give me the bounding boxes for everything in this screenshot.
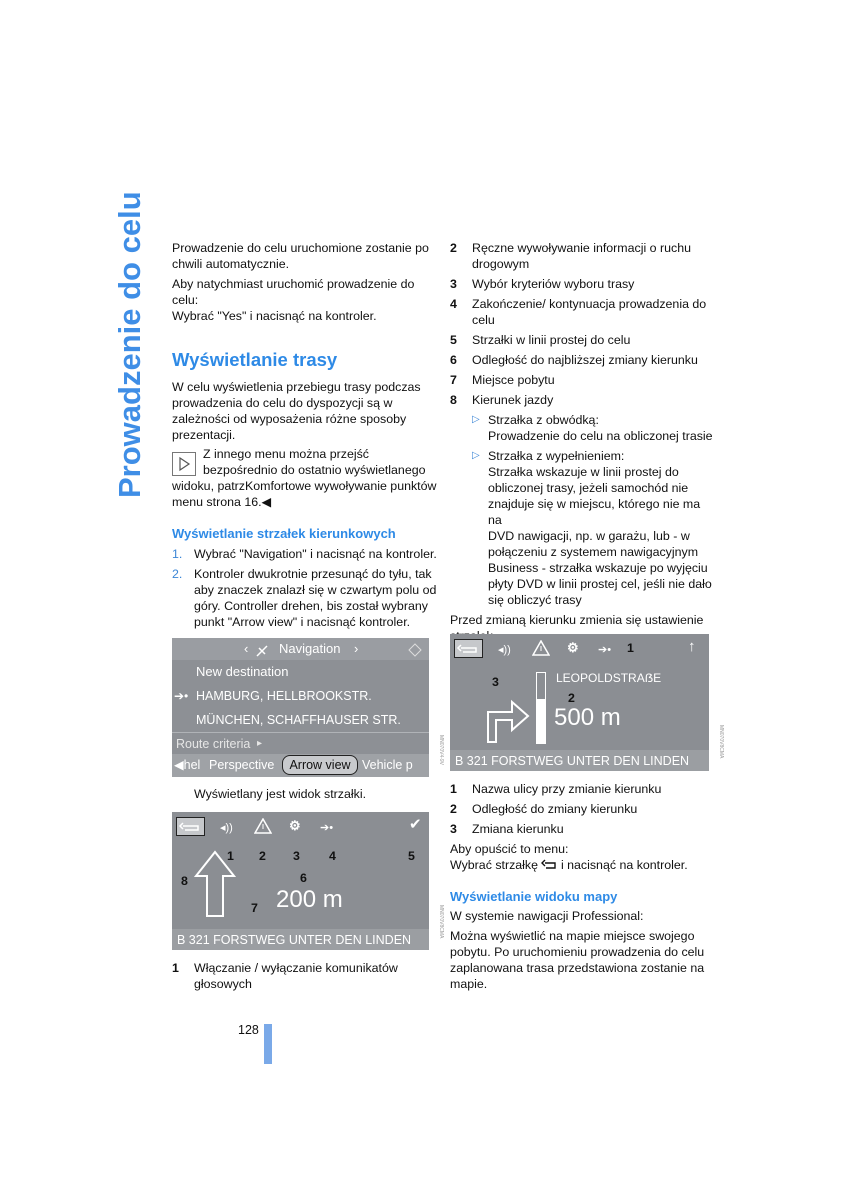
text-line: Miejsce pobytu — [472, 373, 555, 387]
callout-1: 1 — [627, 641, 634, 655]
steps-list — [172, 546, 442, 630]
voice-icon: ◂)) — [498, 644, 511, 656]
back-arrow-icon — [541, 858, 557, 869]
section-side-title-text: Prowadzenie do celu — [112, 191, 147, 498]
distance-bar-fill — [537, 699, 545, 743]
tab-bar — [172, 754, 429, 777]
list-item — [450, 781, 715, 797]
item-number: 2 — [450, 241, 457, 255]
screen-title: Navigation — [279, 641, 341, 656]
callout-5: 5 — [408, 849, 415, 863]
direction-arrow-icon — [194, 850, 236, 922]
street-name: B 321 FORSTWEG UNTER DEN LINDEN — [177, 933, 412, 947]
list-item — [450, 296, 715, 328]
settings-diamond-icon — [408, 642, 422, 664]
intro-paragraph-1 — [172, 240, 437, 272]
text-line: Strzałka z obwódką: — [488, 413, 599, 427]
bullet-triangle-icon: ▷ — [472, 414, 480, 425]
tab-arrow-view: Arrow view — [282, 755, 358, 775]
list-item — [172, 960, 442, 992]
turn-arrow-screenshot — [450, 634, 709, 771]
text-line: Przed zmianą kierunku zmienia się ustawienie — [450, 613, 704, 627]
bullet-triangle-icon: ▷ — [472, 450, 480, 461]
list-item — [172, 546, 442, 562]
turn-right-arrow-icon — [482, 690, 532, 748]
page-number: 128 — [238, 1023, 259, 1037]
text-line: płyty DVD w linii prostej cel, jeśli nie dało — [488, 577, 712, 591]
route-criteria-icon: ⚙ — [567, 640, 579, 655]
text-line: Kierunek jazdy — [472, 393, 554, 407]
display-paragraph — [172, 379, 437, 443]
callout-4: 4 — [329, 849, 336, 863]
route-criteria-icon: ⚙ — [289, 818, 301, 833]
list-item — [450, 392, 715, 408]
screenshot-caption: Wyświetlany jest widok strzałki. — [194, 787, 367, 801]
map-paragraph — [450, 928, 715, 992]
text-line: W celu wyświetlenia przebiegu trasy podczas — [172, 380, 421, 394]
callout-2: 2 — [259, 849, 266, 863]
text-line: Odległość do zmiany kierunku — [472, 802, 638, 816]
text-line: punkt "Arrow view" i nacisnąć kontroler. — [194, 615, 411, 629]
traffic-warning-icon — [254, 818, 272, 838]
page-marker-bar — [264, 1024, 272, 1064]
callout-1: 1 — [227, 849, 234, 863]
text-line: obliczonej trasy, jeżeli samochód nie — [488, 481, 689, 495]
text-line: Prowadzenie do celu na obliczonej trasie — [488, 429, 713, 443]
text-line: Aby natychmiast uruchomić prowadzenie do — [172, 277, 415, 291]
section-side-title — [112, 191, 148, 498]
text-line: prezentacji. — [172, 428, 236, 442]
image-code: MN070V8CMA — [718, 725, 724, 759]
screen-title-bar — [172, 638, 429, 660]
text-line: mapie. — [450, 977, 488, 991]
callout-3: 3 — [293, 849, 300, 863]
list-item — [450, 240, 715, 272]
left-legend-list — [172, 960, 442, 992]
text-line: Nazwa ulicy przy zmianie kierunku — [472, 782, 662, 796]
text-line: Zakończenie/ kontynuacja prowadzenia do — [472, 297, 707, 311]
text-line: Strzałki w linii prostej do celu — [472, 333, 631, 347]
callout-2: 2 — [568, 691, 575, 705]
chevron-left-icon: ‹ — [244, 641, 249, 656]
back-icon — [454, 639, 483, 658]
text-line: zaplanowana trasa przedstawiona zostanie na — [450, 961, 705, 975]
text-line: Strzałka z wypełnieniem: — [488, 449, 625, 463]
item-number: 4 — [450, 297, 457, 311]
subsection-heading: Wyświetlanie strzałek kierunkowych — [172, 526, 396, 541]
text-line: i nacisnąć na kontroler. — [560, 858, 688, 872]
text-line: Aby opuścić to menu: — [450, 842, 569, 856]
street-bar — [450, 750, 709, 771]
text-line: aby znaczek znalazł się w czwartym polu od — [194, 583, 437, 597]
sub-list-item — [450, 448, 715, 608]
turn-street-name: LEOPOLDSTRAẞE — [556, 671, 662, 685]
image-code: MN070V8CMA — [438, 905, 444, 939]
menu-item-route-criteria: Route criteria — [176, 737, 251, 751]
item-number: 2 — [450, 802, 457, 816]
item-number: 1 — [450, 782, 457, 796]
text-line: menu strona 16.◀ — [172, 495, 272, 509]
route-arrow-icon: ➔• — [174, 689, 189, 703]
text-line: Z innego menu można przejść — [203, 447, 369, 461]
list-item — [450, 372, 715, 388]
callout-3: 3 — [492, 675, 499, 689]
text-line: góry. Controller drehen, bis został wybrany — [194, 599, 428, 613]
back-icon — [176, 817, 205, 836]
text-line: głosowych — [194, 977, 252, 991]
text-line: Business - strzałka wskazuje po wyjęciu — [488, 561, 708, 575]
text-line: widoku, patrzKomfortowe wywoływanie punktów — [172, 479, 437, 493]
chevron-right-icon: › — [354, 641, 359, 656]
text-line: bezpośrednio do ostatnio wyświetlanego — [203, 463, 426, 477]
text-line: połączeniu z systemem nawigacyjnym — [488, 545, 699, 559]
callout-6: 6 — [300, 871, 307, 885]
right-legend-list — [450, 240, 715, 644]
exit-paragraph — [450, 841, 715, 873]
note-paragraph — [172, 446, 437, 510]
professional-paragraph: W systemie nawigacji Professional: — [450, 909, 644, 923]
navigation-icon — [256, 642, 268, 654]
item-number: 6 — [450, 353, 457, 367]
text-line: zależności od wyposażenia różne sposoby — [172, 412, 407, 426]
tab-perspective: Perspective — [209, 758, 275, 772]
left-column — [172, 240, 437, 324]
text-line: Można wyświetlić na mapie miejsce swojego — [450, 929, 695, 943]
navigation-menu-screenshot — [172, 638, 429, 777]
item-number: 5 — [450, 333, 457, 347]
distance-readout: 500 m — [554, 704, 621, 731]
list-item — [450, 332, 715, 348]
guidance-icon: ➔• — [598, 644, 612, 656]
text-line: Prowadzenie do celu uruchomione zostanie po — [172, 241, 429, 255]
text-line: znajduje się w miejscu, którego nie ma na — [488, 497, 701, 527]
text-line: celu: — [172, 293, 199, 307]
tab-vehicle-position: Vehicle p — [362, 758, 413, 772]
compass-arrows-icon: ✔ — [409, 816, 422, 833]
menu-item-destination: MÜNCHEN, SCHAFFHAUSER STR. — [196, 713, 401, 727]
tab-hel: ◀hel — [174, 758, 201, 772]
up-arrow-icon: ↑ — [688, 638, 696, 655]
step-number: 2. — [172, 567, 183, 581]
text-line: Ręczne wywoływanie informacji o ruchu — [472, 241, 691, 255]
text-line: się obliczyć trasy — [488, 593, 582, 607]
list-item — [450, 821, 715, 837]
text-line: Kontroler dwukrotnie przesunąć do tyłu, tak — [194, 567, 432, 581]
section-heading: Wyświetlanie trasy — [172, 349, 338, 370]
subsection-heading: Wyświetlanie widoku mapy — [450, 889, 618, 904]
distance-bar — [536, 672, 546, 744]
intro-paragraph-2 — [172, 276, 437, 324]
text-line: Wybrać strzałkę — [450, 858, 539, 872]
traffic-warning-icon — [532, 640, 550, 660]
chevron-right-icon: ▸ — [257, 738, 263, 749]
item-number: 3 — [450, 277, 457, 291]
distance-readout: 200 m — [276, 886, 343, 913]
street-bar — [172, 929, 429, 950]
voice-icon: ◂)) — [220, 822, 233, 834]
text-line: Włączanie / wyłączanie komunikatów — [194, 961, 398, 975]
list-item — [450, 276, 715, 292]
list-item — [450, 352, 715, 368]
text-line: Zmiana kierunku — [472, 822, 564, 836]
text-line: DVD nawigacji, np. w garażu, lub - w — [488, 529, 690, 543]
item-number: 7 — [450, 373, 457, 387]
text-line: pobytu. Po uruchomieniu prowadzenia do celu — [450, 945, 705, 959]
text-line: drogowym — [472, 257, 530, 271]
text-line: Odległość do najbliższej zmiany kierunku — [472, 353, 698, 367]
text-line: chwili automatycznie. — [172, 257, 290, 271]
street-name: B 321 FORSTWEG UNTER DEN LINDEN — [455, 754, 690, 768]
item-number: 1 — [172, 961, 179, 975]
text-line: Wybór kryteriów wyboru trasy — [472, 277, 635, 291]
text-line: Strzałka wskazuje w linii prostej do — [488, 465, 679, 479]
menu-item-destination: HAMBURG, HELLBROOKSTR. — [196, 689, 372, 703]
sub-list-item — [450, 412, 715, 444]
list-item — [450, 801, 715, 817]
text-line: Wybrać "Navigation" i nacisnąć na kontroler. — [194, 547, 437, 561]
step-number: 1. — [172, 547, 183, 561]
text-line: prowadzenia do celu do dyspozycji są w — [172, 396, 393, 410]
image-code: MN070V4-9V — [438, 735, 444, 766]
arrow-view-screenshot — [172, 812, 429, 950]
item-number: 8 — [450, 393, 457, 407]
menu-item-new-destination: New destination — [196, 664, 289, 679]
callout-7: 7 — [251, 901, 258, 915]
list-item — [172, 566, 442, 630]
right-legend-list-2 — [450, 781, 715, 873]
text-line: celu — [472, 313, 495, 327]
item-number: 3 — [450, 822, 457, 836]
text-line: Wybrać "Yes" i nacisnąć na kontroler. — [172, 309, 377, 323]
callout-8: 8 — [181, 874, 188, 888]
guidance-icon: ➔• — [320, 822, 334, 834]
divider — [172, 732, 429, 733]
